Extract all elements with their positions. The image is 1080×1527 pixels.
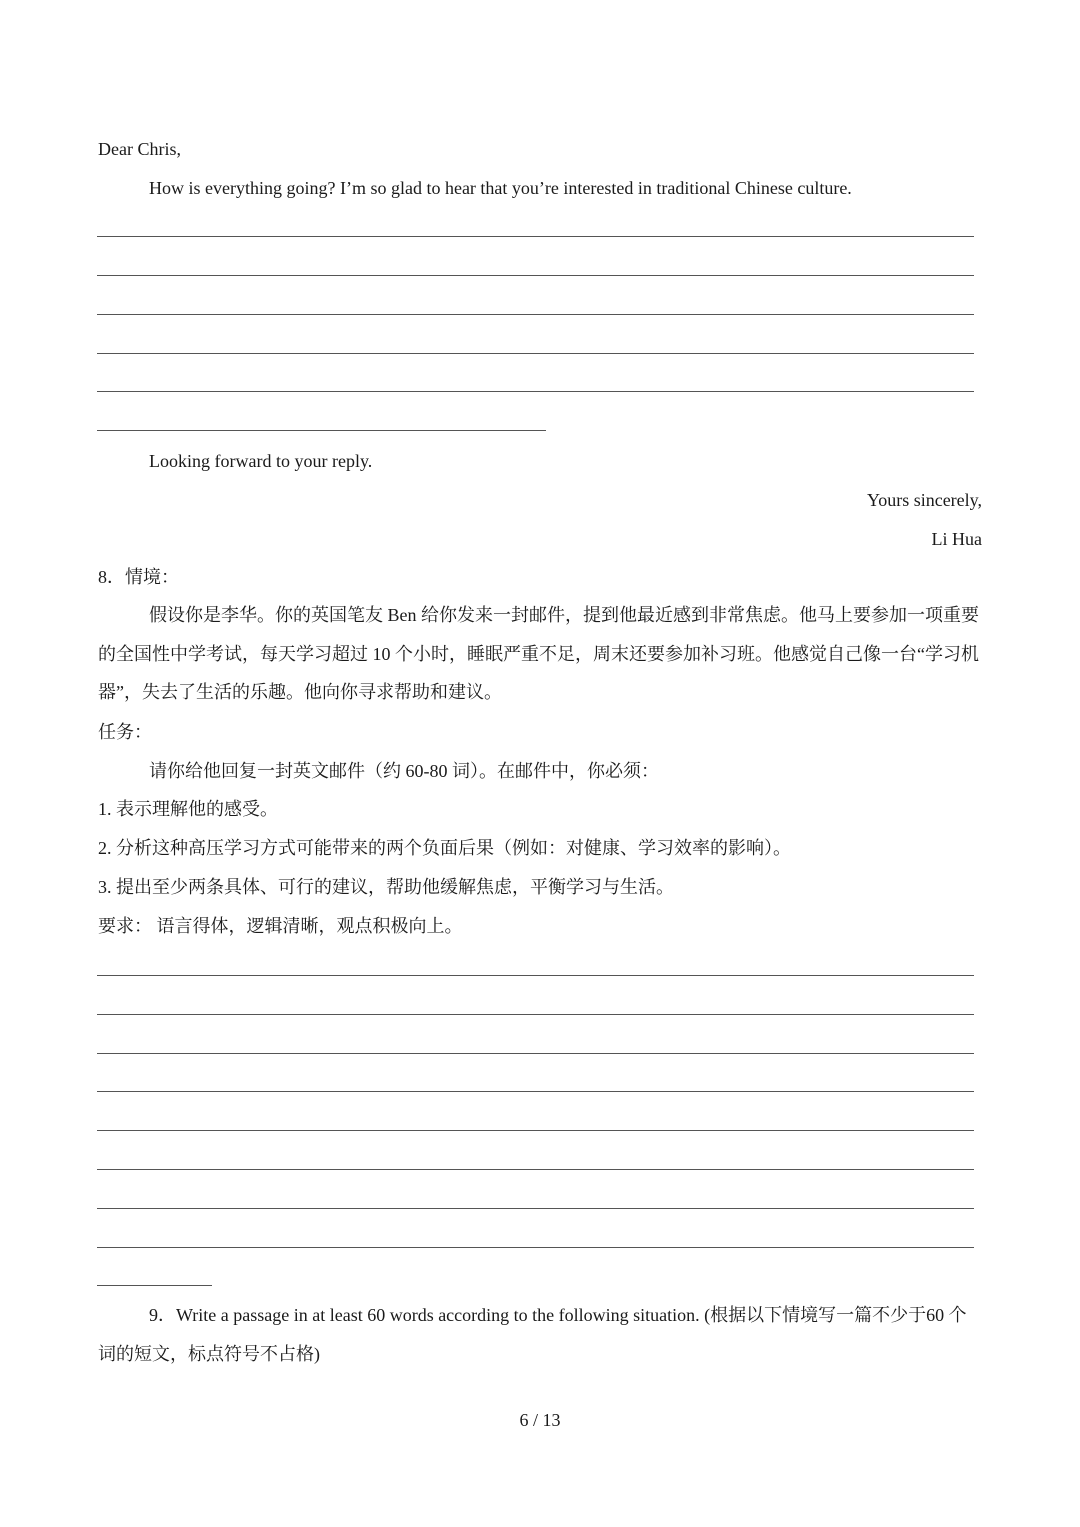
letter-signature: Li Hua (931, 529, 982, 549)
answer-line (97, 1130, 974, 1131)
answer-line (97, 1285, 212, 1286)
answer-line (97, 1091, 974, 1092)
q8-scenario: 假设你是李华。你的英国笔友 Ben 给你发来一封邮件，提到他最近感到非常焦虑。他马上要参加一项重要的全国性中学考试，每天学习超过 10 个小时，睡眠严重不足，周末还要参加补习班。他感觉自己像一台“学习机器”，失去了生活的乐趣。他向你寻求帮助和建议。 (98, 605, 979, 702)
answer-line (97, 391, 974, 392)
letter-opening: How is everything going? I’m so glad to hear that you’re interested in traditional Chinese culture. (149, 178, 852, 198)
q8-requirements: 要求： 语言得体，逻辑清晰，观点积极向上。 (98, 916, 463, 936)
answer-line (97, 1014, 974, 1015)
page-number: 6 / 13 (519, 1410, 561, 1430)
answer-line (97, 1247, 974, 1248)
q8-task-intro: 请你给他回复一封英文邮件（约 60-80 词）。在邮件中，你必须： (149, 761, 659, 781)
q8-task-heading: 任务： (98, 722, 152, 742)
answer-line (97, 236, 974, 237)
answer-line (97, 353, 974, 354)
answer-line (97, 430, 546, 431)
letter-signoff: Yours sincerely, (867, 490, 982, 510)
q8-point: 1. 表示理解他的感受。 (98, 799, 278, 819)
answer-line (97, 975, 974, 976)
answer-line (97, 275, 974, 276)
letter-closing: Looking forward to your reply. (149, 451, 373, 471)
answer-line (97, 314, 974, 315)
answer-line (97, 1053, 974, 1054)
answer-line (97, 1169, 974, 1170)
q9-prompt: 9．Write a passage in at least 60 words according to the following situation. (根据以下情境写一篇不少于60 个词的短文，标点符号不占格) (98, 1305, 967, 1364)
q8-heading: 8．情境： (98, 567, 179, 587)
q8-point: 3. 提出至少两条具体、可行的建议，帮助他缓解焦虑，平衡学习与生活。 (98, 877, 674, 897)
letter-greeting: Dear Chris, (98, 139, 181, 159)
answer-line (97, 1208, 974, 1209)
q8-point: 2. 分析这种高压学习方式可能带来的两个负面后果（例如：对健康、学习效率的影响）。 (98, 838, 791, 858)
